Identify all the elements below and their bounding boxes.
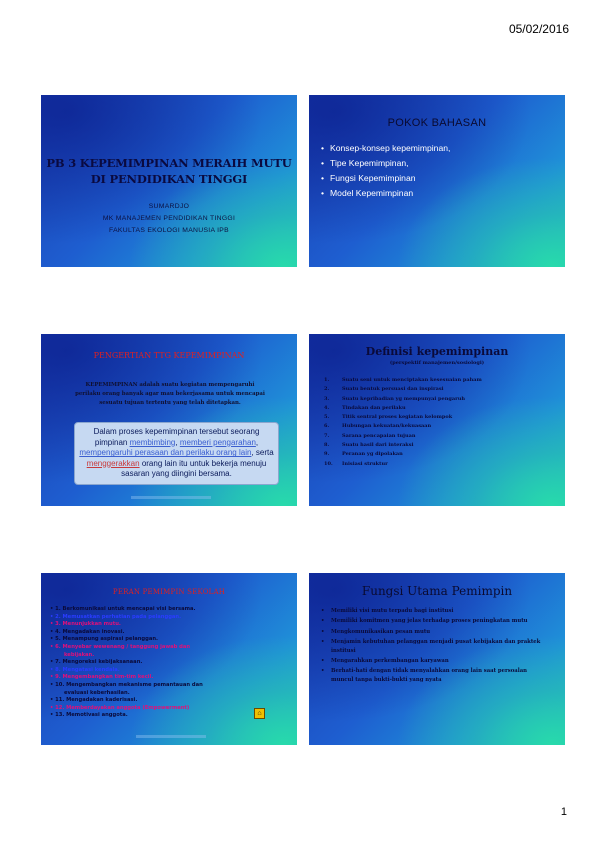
slide4-list: [324, 376, 482, 469]
list-item: [324, 404, 482, 413]
box-text: Dalam proses kepemimpinan tersebut seorang pimpinan: [93, 427, 260, 447]
slide2-list: [321, 141, 450, 201]
page-date: 05/02/2016: [508, 22, 569, 36]
page-number: 1: [560, 806, 567, 818]
slide1-title: [41, 155, 297, 187]
slide-footer-bar: [131, 496, 211, 499]
list-item: • 4. Mengadakan inovasi.: [50, 628, 125, 635]
list-item: • Mengarahkan perkembangan karyawan: [321, 657, 551, 666]
slide1-faculty: FAKULTAS EKOLOGI MANUSIA IPB: [109, 227, 229, 234]
item-text: Tindakan dan perilaku: [342, 404, 406, 411]
list-item: • Model Kepemimpinan: [321, 186, 450, 201]
list-item: [324, 460, 482, 469]
slide-pengertian: [41, 334, 297, 506]
item-number: 2.: [324, 386, 330, 393]
item-number: 3.: [324, 395, 330, 402]
item-number: 9.: [324, 451, 330, 458]
list-item: • 13. Memotivasi anggota.: [50, 712, 128, 719]
list-item: [324, 422, 482, 431]
box-text: ,: [175, 437, 178, 447]
list-item: • 8. Mengatasi kendala.: [50, 666, 120, 673]
slide6-list: [321, 607, 551, 686]
list-item: • 10. Mengembangkan mekanisme pemantauan dan: [50, 681, 203, 688]
slide2-title: POKOK BAHASAN: [387, 117, 487, 129]
slide6-title: Fungsi Utama Pemimpin: [361, 584, 513, 598]
list-item: • 3. Menunjukkan mutu.: [50, 621, 121, 628]
list-item: • 7. Mengoreksi kebijaksanaan.: [50, 659, 143, 666]
item-text: Suatu bentuk persuasi dan inspirasi: [342, 386, 444, 393]
link-memberi-pengarahan[interactable]: memberi pengarahan: [179, 437, 256, 447]
home-icon[interactable]: ⌂: [254, 708, 265, 719]
box-text: orang lain itu untuk bekerja menuju sasaran yang diingini bersama.: [121, 458, 267, 479]
list-item: • 5. Menampung aspirasi pelanggan.: [50, 636, 159, 643]
item-text: Inisiasi struktur: [342, 460, 388, 467]
slide-title: [41, 95, 297, 267]
link-membimbing[interactable]: membimbing: [129, 437, 176, 447]
box-text: ,: [255, 437, 259, 447]
slide-peran-pemimpin: [41, 573, 297, 745]
item-number: 4.: [324, 404, 330, 411]
slide-pokok-bahasan: [309, 95, 565, 267]
slide1-title-line2: DI PENDIDIKAN TINGGI: [90, 172, 248, 186]
list-item: • 2. Memusatkan perhatian pada pelanggan.: [50, 613, 182, 620]
list-item: evaluasi keberhasilan.: [64, 689, 130, 696]
list-item: [324, 441, 482, 450]
list-item: • 11. Mengadakan kaderisasi.: [50, 697, 138, 704]
slide-fungsi-utama: [309, 573, 565, 745]
item-number: 6.: [324, 423, 330, 430]
slide-definisi: [309, 334, 565, 506]
list-item: • Mengkomunikasikan pesan mutu: [321, 628, 551, 637]
slide3-callout-box: [74, 422, 279, 485]
slide5-title: PERAN PEMIMPIN SEKOLAH: [112, 588, 226, 596]
box-text: , serta: [251, 448, 274, 458]
list-item: • Memiliki visi mutu terpadu bagi institusi: [321, 607, 551, 616]
list-item: [324, 376, 482, 385]
item-number: 8.: [324, 442, 330, 449]
list-item: • 1. Berkomunikasi untuk mencapai visi bersama.: [50, 606, 196, 612]
slide1-course: MK MANAJEMEN PENDIDIKAN TINGGI: [102, 215, 236, 222]
slide-footer-bar: [136, 735, 206, 738]
list-item: • Konsep-konsep kepemimpinan,: [321, 141, 450, 156]
item-text: Sarana pencapaian tujuan: [342, 432, 416, 439]
item-text: Suatu hasil dari interaksi: [342, 442, 414, 449]
item-number: 10.: [324, 460, 333, 467]
slide3-title: PENGERTIAN TTG KEPEMIMPINAN: [93, 351, 245, 360]
item-text: Titik sentral proses kegiatan kelompok: [342, 414, 453, 421]
item-number: 7.: [324, 432, 330, 439]
slide1-subtitle: [41, 201, 297, 237]
slide4-subtitle: (perspektif manajemen/sosiologi): [389, 360, 485, 366]
item-text: Suatu kepribadian yg mempunyai pengaruh: [342, 395, 466, 402]
list-item: [324, 395, 482, 404]
list-item: • Berhati-hati dengan tidak menyalahkan orang lain saat persoalan muncul tanpa bukti-bukti yang nyata: [321, 667, 551, 685]
item-number: 5.: [324, 414, 330, 421]
item-text: Hubungan kekuatan/kekuasaan: [342, 423, 432, 430]
link-menggerakkan[interactable]: menggerakkan: [86, 458, 140, 468]
list-item: • 12. Memberdayakan anggota (Empowerment): [50, 704, 190, 711]
list-item: [324, 432, 482, 441]
list-item: • Menjamin kebutuhan pelanggan menjadi pusat kebijakan dan praktek institusi: [321, 638, 551, 656]
slide5-list: [50, 606, 290, 720]
list-item: • 6. Menyebar wewenang / tanggung jawab dan: [50, 643, 191, 650]
list-item: [324, 413, 482, 422]
slide1-author: SUMARDJO: [148, 203, 190, 210]
slide3-paragraph: KEPEMIMPINAN adalah suatu kegiatan mempengaruhi perilaku orang banyak agar mau bekerjasama untuk mencapai sesuatu tujuan tertentu yang telah ditetapkan.: [75, 382, 265, 406]
item-number: 1.: [324, 377, 330, 383]
list-item: [324, 450, 482, 459]
item-text: Suatu seni untuk menciptakan kesesuaian paham: [342, 377, 482, 383]
slide1-title-line1: PB 3 KEPEMIMPINAN MERAIH MUTU: [46, 156, 292, 170]
link-mempengaruhi[interactable]: mempengaruhi perasaan dan perilaku orang lain: [79, 448, 252, 458]
item-text: Peranan yg dipolakan: [342, 451, 403, 458]
list-item: • Tipe Kepemimpinan,: [321, 156, 450, 171]
slide4-title: Definisi kepemimpinan: [365, 345, 509, 358]
list-item: • 9. Mengembangkan tim-tim kecil.: [50, 674, 154, 681]
list-item: • Fungsi Kepemimpinan: [321, 171, 450, 186]
list-item: kebijakan.: [64, 651, 95, 658]
list-item: [324, 385, 482, 394]
list-item: • Memiliki komitmen yang jelas terhadap proses peningkatan mutu: [321, 617, 551, 626]
